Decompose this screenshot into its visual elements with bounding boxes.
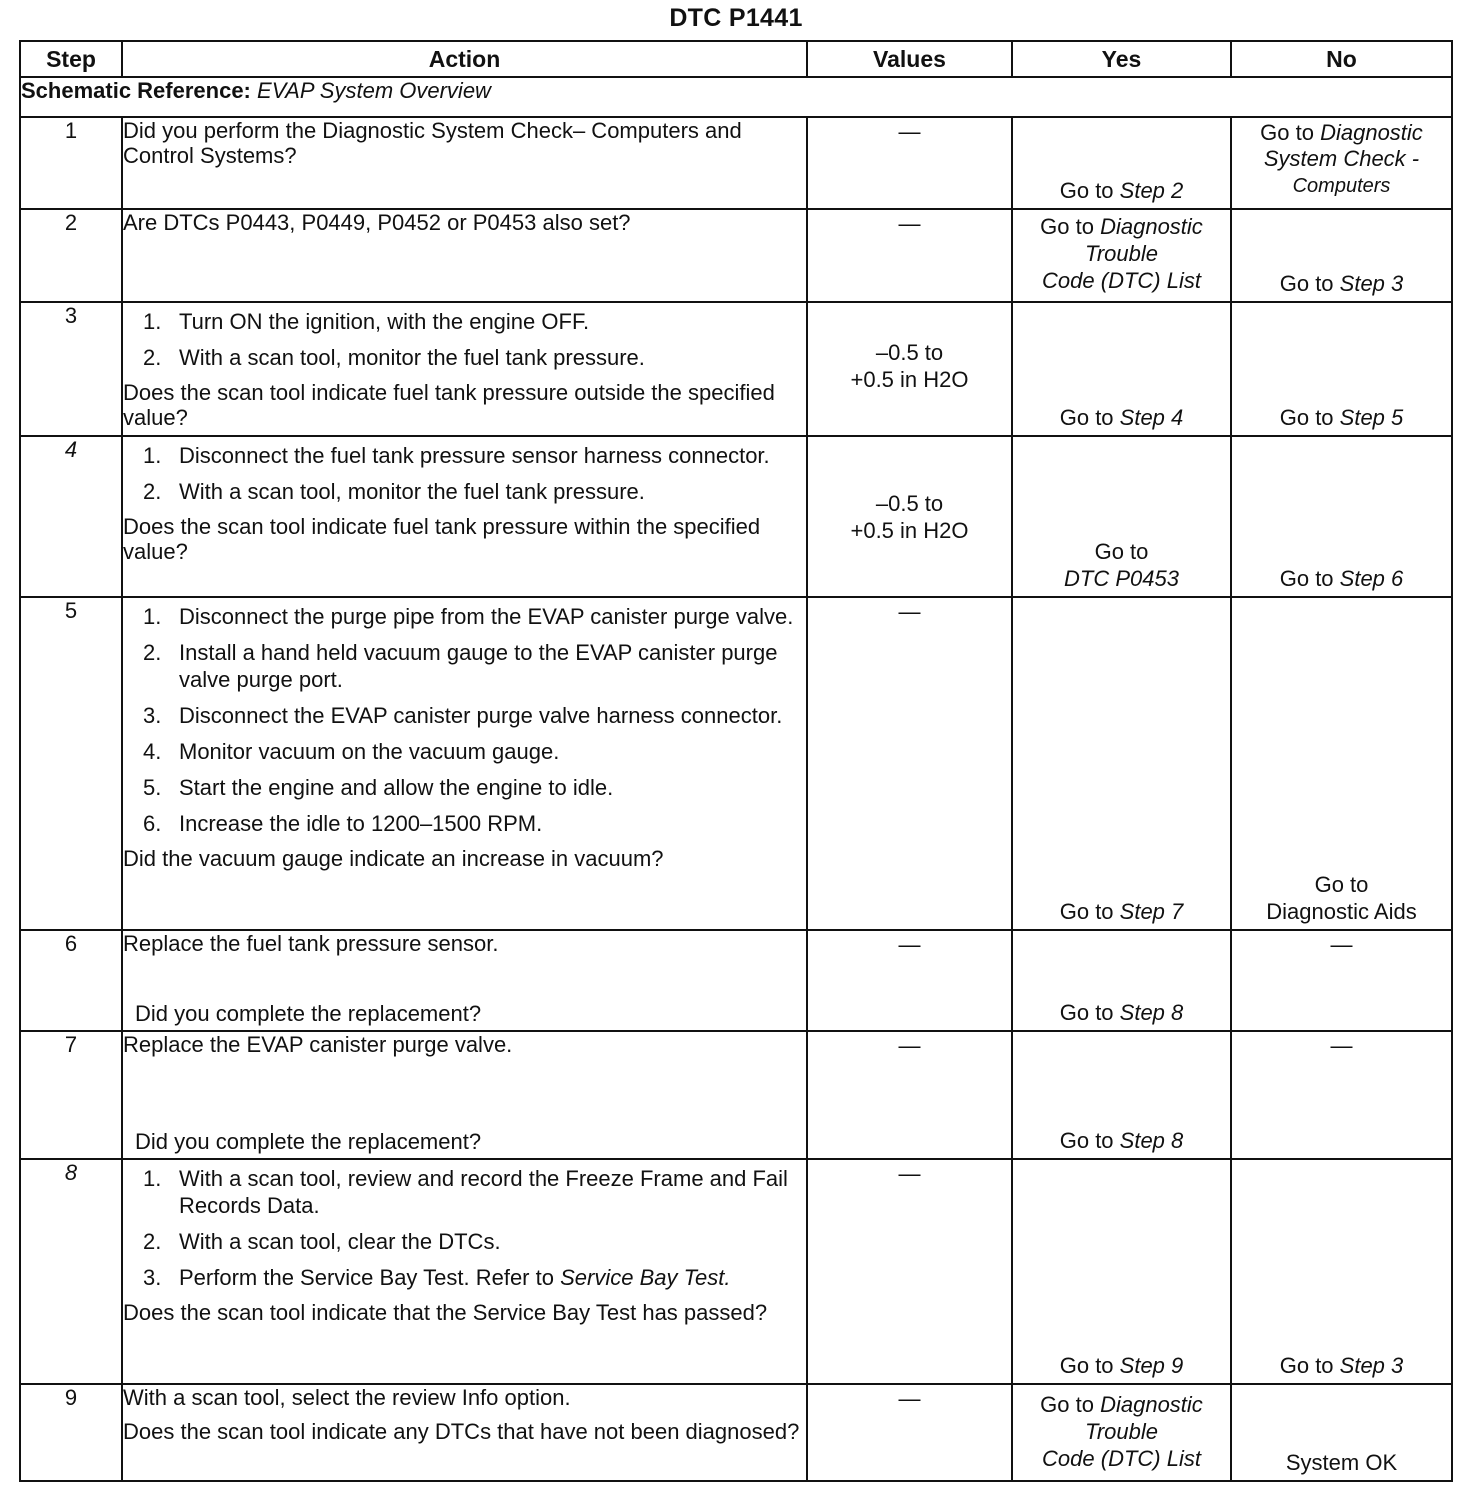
yes-cell — [1012, 1159, 1231, 1384]
step-number: 7 — [20, 1031, 122, 1159]
service-bay-test-ref: Service Bay Test. — [560, 1265, 731, 1290]
values-cell: –0.5 to +0.5 in H2O — [807, 302, 1012, 436]
no-text: Go to — [1260, 120, 1321, 145]
no-text: Go to — [1279, 405, 1340, 430]
values-cell: — — [807, 597, 1012, 930]
action-question: Did you perform the Diagnostic System Check– Computers and Control Systems? — [123, 118, 742, 168]
schematic-reference-row — [20, 77, 1452, 117]
header-action: Action — [122, 41, 807, 77]
list-item: 3. Perform the Service Bay Test. Refer to Service Bay Test. — [143, 1265, 731, 1290]
yes-cell — [1012, 117, 1231, 209]
header-no: No — [1231, 41, 1452, 77]
action-cell — [122, 302, 807, 436]
header-values: Values — [807, 41, 1012, 77]
action-steps — [123, 442, 806, 505]
yes-link: Diagnostic Trouble — [1085, 214, 1203, 266]
no-link: Step 5 — [1339, 405, 1404, 430]
list-item: 1. With a scan tool, review and record the Freeze Frame and Fail Records Data. — [143, 1166, 788, 1218]
diagnostic-table — [19, 40, 1453, 1482]
table-row — [20, 1159, 1452, 1384]
no-text: Go to — [1279, 566, 1340, 591]
yes-text: Go to — [1059, 1128, 1120, 1153]
yes-link: Step 7 — [1119, 899, 1184, 924]
yes-cell — [1012, 209, 1231, 302]
yes-link-line2: Code (DTC) List — [1042, 268, 1201, 293]
no-cell: — — [1231, 1031, 1452, 1159]
yes-text: Go to — [1094, 539, 1149, 564]
list-item: 2. With a scan tool, monitor the fuel tank pressure. — [143, 479, 645, 504]
no-link: Step 6 — [1339, 566, 1404, 591]
no-cell — [1231, 209, 1452, 302]
table-row — [20, 209, 1452, 302]
action-cell — [122, 117, 807, 209]
action-text: With a scan tool, select the review Info option. — [123, 1385, 571, 1410]
action-cell — [122, 1159, 807, 1384]
action-question: Did you complete the replacement? — [135, 1129, 482, 1154]
no-cell — [1231, 1384, 1452, 1481]
table-row — [20, 597, 1452, 930]
list-item: 1. Disconnect the fuel tank pressure sensor harness connector. — [143, 443, 770, 468]
no-cell — [1231, 117, 1452, 209]
header-yes: Yes — [1012, 41, 1231, 77]
values-cell: — — [807, 930, 1012, 1031]
list-item: 3. Disconnect the EVAP canister purge valve harness connector. — [143, 703, 783, 728]
action-question: Did you complete the replacement? — [135, 1001, 482, 1026]
list-item: 1. Disconnect the purge pipe from the EVAP canister purge valve. — [143, 604, 794, 629]
values-cell: — — [807, 1031, 1012, 1159]
no-cell — [1231, 302, 1452, 436]
yes-link: DTC P0453 — [1064, 566, 1179, 591]
yes-link-line2: Code (DTC) List — [1042, 1446, 1201, 1471]
values-cell: –0.5 to +0.5 in H2O — [807, 436, 1012, 597]
yes-text: Go to — [1040, 1392, 1101, 1417]
header-row — [20, 41, 1452, 77]
yes-cell — [1012, 597, 1231, 930]
table-row — [20, 436, 1452, 597]
table-row — [20, 117, 1452, 209]
table-row — [20, 302, 1452, 436]
no-link-small: Computers — [1292, 175, 1391, 197]
yes-cell — [1012, 436, 1231, 597]
list-item: 2. With a scan tool, monitor the fuel tank pressure. — [143, 345, 645, 370]
yes-text: Go to — [1059, 1353, 1120, 1378]
no-cell — [1231, 597, 1452, 930]
values-cell: — — [807, 117, 1012, 209]
yes-link: Step 8 — [1119, 1128, 1184, 1153]
no-link: Diagnostic System Check - — [1263, 120, 1423, 171]
no-cell: — — [1231, 930, 1452, 1031]
yes-link: Diagnostic Trouble — [1085, 1392, 1203, 1444]
no-link: Step 3 — [1339, 1353, 1404, 1378]
step-number: 1 — [20, 117, 122, 209]
action-cell — [122, 930, 807, 1031]
step-number: 4 — [20, 436, 122, 597]
action-steps — [123, 1165, 806, 1291]
table-row — [20, 1031, 1452, 1159]
action-question: Does the scan tool indicate any DTCs that have not been diagnosed? — [123, 1419, 800, 1444]
step-number: 6 — [20, 930, 122, 1031]
header-step: Step — [20, 41, 122, 77]
values-cell: — — [807, 1384, 1012, 1481]
list-item: 6. Increase the idle to 1200–1500 RPM. — [143, 811, 543, 836]
step-number: 2 — [20, 209, 122, 302]
yes-text: Go to — [1040, 214, 1101, 239]
action-question: Did the vacuum gauge indicate an increase in vacuum? — [123, 846, 664, 871]
step-number: 9 — [20, 1384, 122, 1481]
action-steps — [123, 603, 806, 837]
schematic-reference — [20, 77, 1452, 117]
action-cell — [122, 1384, 807, 1481]
action-question: Does the scan tool indicate that the Service Bay Test has passed? — [123, 1300, 768, 1325]
yes-link: Step 2 — [1119, 178, 1184, 203]
no-cell — [1231, 1159, 1452, 1384]
action-question: Does the scan tool indicate fuel tank pressure outside the specified value? — [123, 380, 775, 430]
step-number: 8 — [20, 1159, 122, 1384]
no-text: Go to — [1279, 271, 1340, 296]
action-cell — [122, 436, 807, 597]
yes-text: Go to — [1059, 1000, 1120, 1025]
yes-text: Go to — [1059, 178, 1120, 203]
yes-text: Go to — [1059, 405, 1120, 430]
document-title: DTC P1441 — [669, 4, 803, 32]
step-number: 3 — [20, 302, 122, 436]
action-question: Does the scan tool indicate fuel tank pressure within the specified value? — [123, 514, 761, 564]
table-row — [20, 930, 1452, 1031]
action-cell — [122, 597, 807, 930]
action-text: Replace the EVAP canister purge valve. — [123, 1032, 513, 1057]
action-cell — [122, 209, 807, 302]
reference-label: Schematic Reference: — [21, 78, 251, 103]
list-item: 2. With a scan tool, clear the DTCs. — [143, 1229, 501, 1254]
list-item: 2. Install a hand held vacuum gauge to the EVAP canister purge valve purge port. — [143, 640, 778, 692]
no-text: System OK — [1285, 1450, 1398, 1475]
action-question: Are DTCs P0443, P0449, P0452 or P0453 also set? — [123, 210, 631, 235]
values-cell: — — [807, 1159, 1012, 1384]
list-item: 4. Monitor vacuum on the vacuum gauge. — [143, 739, 560, 764]
step-number: 5 — [20, 597, 122, 930]
no-link: Diagnostic Aids — [1266, 899, 1417, 924]
values-cell: — — [807, 209, 1012, 302]
action-steps — [123, 308, 806, 371]
no-text: Go to — [1314, 872, 1369, 897]
yes-link: Step 8 — [1119, 1000, 1184, 1025]
reference-value: EVAP System Overview — [257, 78, 491, 103]
yes-cell — [1012, 930, 1231, 1031]
list-item: 5. Start the engine and allow the engine to idle. — [143, 775, 614, 800]
yes-link: Step 4 — [1119, 405, 1184, 430]
action-text: Replace the fuel tank pressure sensor. — [123, 931, 499, 956]
list-item: 1. Turn ON the ignition, with the engine OFF. — [143, 309, 590, 334]
no-cell — [1231, 436, 1452, 597]
yes-cell — [1012, 1384, 1231, 1481]
action-cell — [122, 1031, 807, 1159]
yes-link: Step 9 — [1119, 1353, 1184, 1378]
no-text: Go to — [1279, 1353, 1340, 1378]
yes-cell — [1012, 302, 1231, 436]
no-link: Step 3 — [1339, 271, 1404, 296]
yes-text: Go to — [1059, 899, 1120, 924]
yes-cell — [1012, 1031, 1231, 1159]
table-row — [20, 1384, 1452, 1481]
